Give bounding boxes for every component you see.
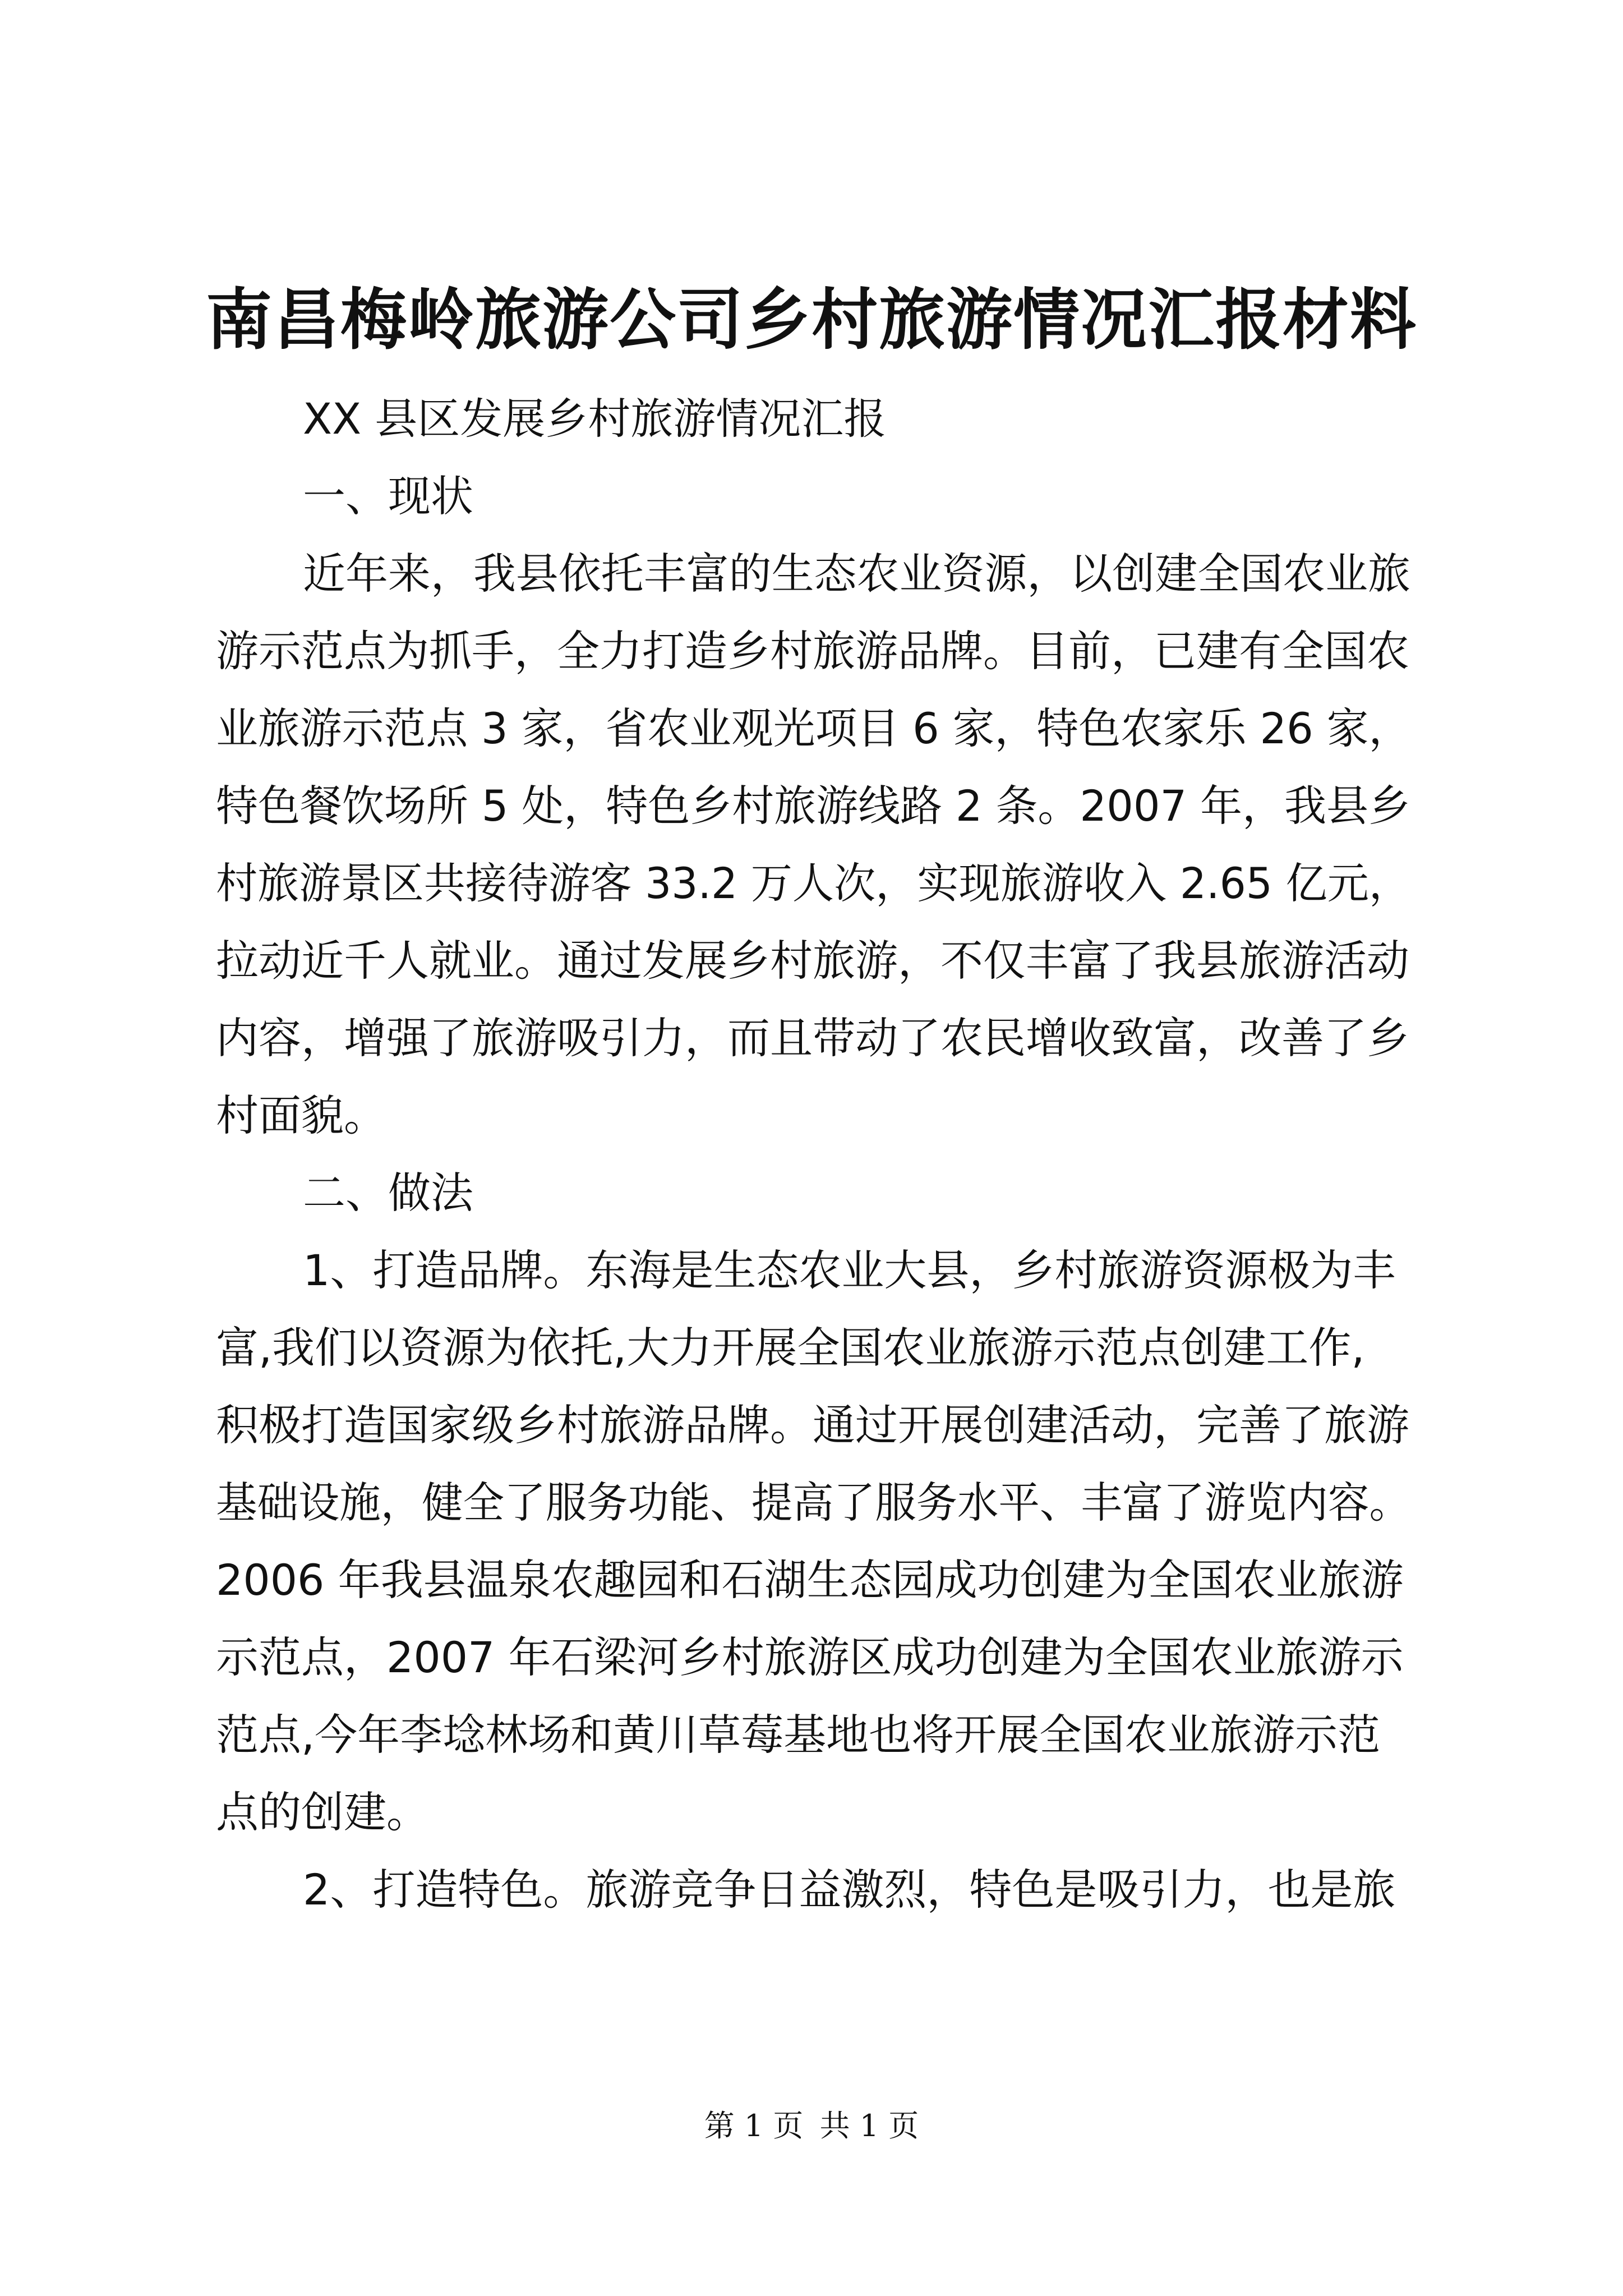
paragraph-line: 特色餐饮场所 5 处，特色乡村旅游线路 2 条。2007 年，我县乡: [216, 781, 1410, 831]
paragraph-line: 业旅游示范点 3 家，省农业观光项目 6 家，特色农家乐 26 家，: [216, 703, 1411, 753]
paragraph-line: 示范点，2007 年石梁河乡村旅游区成功创建为全国农业旅游示: [216, 1632, 1404, 1682]
paragraph-line: 内容，增强了旅游吸引力，而且带动了农民增收致富，改善了乡: [216, 1013, 1409, 1063]
paragraph-line: 村旅游景区共接待游客 33.2 万人次，实现旅游收入 2.65 亿元，: [216, 858, 1411, 908]
page-total: 共 1 页: [819, 2108, 919, 2143]
document-title: 南昌梅岭旅游公司乡村旅游情况汇报材料: [205, 280, 1417, 358]
paragraph-line: 拉动近千人就业。通过发展乡村旅游，不仅丰富了我县旅游活动: [216, 936, 1409, 986]
paragraph-line: 范点,今年李埝林场和黄川草莓基地也将开展全国农业旅游示范: [216, 1710, 1381, 1760]
paragraph-line: 富,我们以资源为依托,大力开展全国农业旅游示范点创建工作,: [216, 1323, 1365, 1373]
document-subtitle: XX 县区发展乡村旅游情况汇报: [303, 394, 887, 444]
paragraph-line: 游示范点为抓手，全力打造乡村旅游品牌。目前，已建有全国农: [216, 626, 1409, 676]
paragraph-line: 近年来，我县依托丰富的生态农业资源，以创建全国农业旅: [303, 549, 1411, 599]
section-heading-status: 一、现状: [303, 471, 473, 521]
page-footer: [0, 2106, 1623, 2146]
paragraph-line: 1、打造品牌。东海是生态农业大县，乡村旅游资源极为丰: [303, 1245, 1396, 1295]
paragraph-line: 基础设施，健全了服务功能、提高了服务水平、丰富了游览内容。: [216, 1478, 1410, 1527]
page-number: 第 1 页: [704, 2108, 804, 2143]
paragraph-line: 村面貌。: [216, 1091, 386, 1140]
section-heading-methods: 二、做法: [303, 1168, 473, 1218]
paragraph-line: 积极打造国家级乡村旅游品牌。通过开展创建活动，完善了旅游: [216, 1400, 1409, 1450]
paragraph-line: 2、打造特色。旅游竞争日益激烈，特色是吸引力，也是旅: [303, 1865, 1396, 1915]
paragraph-line: 点的创建。: [216, 1787, 429, 1837]
paragraph-line: 2006 年我县温泉农趣园和石湖生态园成功创建为全国农业旅游: [216, 1555, 1404, 1605]
